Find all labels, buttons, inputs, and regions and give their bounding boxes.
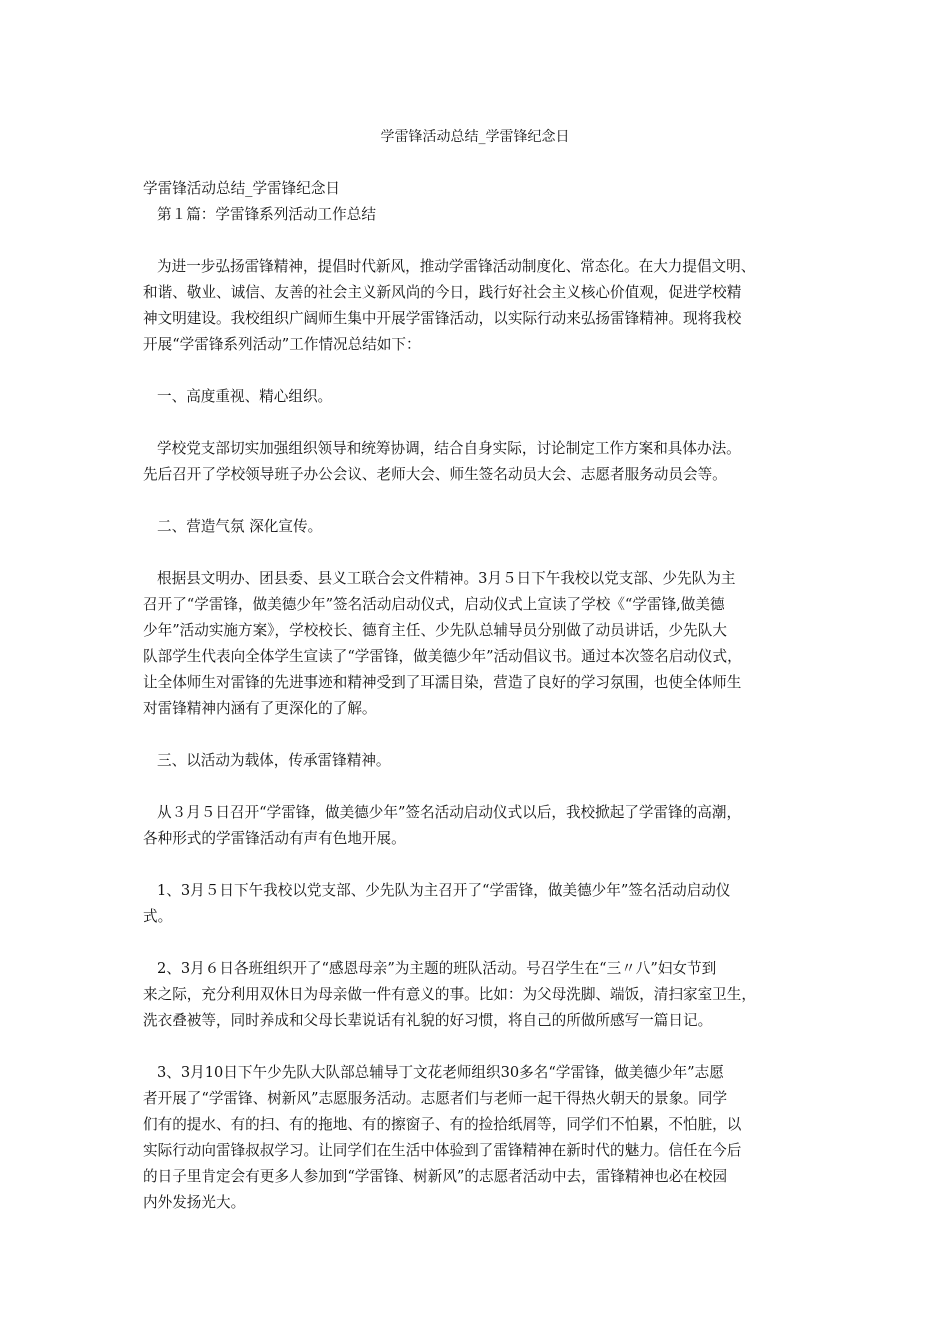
chapter-heading [143, 202, 811, 228]
section-heading-1: 一、高度重视、精心组织。 [157, 388, 333, 405]
text-line: 少年”活动实施方案》，学校校长、德育主任、少先队总辅导员分别做了动员讲话，少先队大 [143, 622, 727, 639]
document-subtitle [143, 176, 811, 202]
text-line: 先后召开了学校领导班子办公会议、老师大会、师生签名动员大会、志愿者服务动员会等。 [143, 466, 727, 483]
text-line: 洗衣叠被等，同时养成和父母长辈说话有礼貌的好习惯，将自己的所做所感写一篇日记。 [143, 1012, 713, 1029]
text-line: 们有的提水、有的扫、有的拖地、有的擦窗子、有的捡拾纸屑等，同学们不怕累，不怕脏，以 [143, 1116, 742, 1133]
document-title: 学雷锋活动总结_学雷锋纪念日 [380, 129, 570, 145]
text-line: 对雷锋精神内涵有了更深化的了解。 [143, 700, 377, 717]
text-line: 队部学生代表向全体学生宣读了“学雷锋，做美德少年”活动倡议书。通过本次签名启动仪式， [143, 648, 742, 665]
text-line: 让全体师生对雷锋的先进事迹和精神受到了耳濡目染，营造了良好的学习氛围，也使全体师生 [143, 674, 742, 691]
text-line: 从３月５日召开“学雷锋，做美德少年”签名活动启动仪式以后，我校掀起了学雷锋的高潮， [157, 804, 742, 821]
text-line: 开展“学雷锋系列活动”工作情况总结如下： [143, 336, 421, 353]
section-heading-3: 三、以活动为载体，传承雷锋精神。 [157, 752, 391, 769]
document-body [143, 176, 811, 1242]
section-1-paragraph [143, 436, 811, 488]
text-line: 召开了“学雷锋，做美德少年”签名活动启动仪式，启动仪式上宣读了学校《“学雷锋,做美德 [143, 596, 725, 613]
text-line: 2、3月６日各班组织开了“感恩母亲”为主题的班队活动。号召学生在“三〃八”妇女节到 [157, 960, 717, 977]
text-line: 各种形式的学雷锋活动有声有色地开展。 [143, 830, 406, 847]
text-line: 神文明建设。我校组织广阔师生集中开展学雷锋活动，以实际行动来弘扬雷锋精神。现将我校 [143, 310, 742, 327]
list-item-3 [143, 1060, 811, 1216]
list-item-1 [143, 878, 811, 930]
text-line: 实际行动向雷锋叔叔学习。让同学们在生活中体验到了雷锋精神在新时代的魅力。信任在今后 [143, 1142, 742, 1159]
list-item-2 [143, 956, 811, 1034]
intro-paragraph [143, 254, 811, 358]
section-2-paragraph [143, 566, 811, 722]
section-heading-2: 二、营造气氛 深化宣传。 [157, 518, 323, 535]
text-line: 的日子里肯定会有更多人参加到“学雷锋、树新风”的志愿者活动中去，雷锋精神也必在校园 [143, 1168, 728, 1185]
text-line: 根据县文明办、团县委、县义工联合会文件精神。3月５日下午我校以党支部、少先队为主 [157, 570, 736, 587]
chapter-line: 第１篇：学雷锋系列活动工作总结 [157, 206, 376, 223]
subtitle-line: 学雷锋活动总结_学雷锋纪念日 [143, 180, 341, 197]
text-line: 1、3月５日下午我校以党支部、少先队为主召开了“学雷锋，做美德少年”签名活动启动仪 [157, 882, 731, 899]
text-line: 式。 [143, 908, 173, 925]
text-line: 和谐、敬业、诚信、友善的社会主义新风尚的今日，践行好社会主义核心价值观，促进学校精 [143, 284, 742, 301]
text-line: 来之际，充分利用双休日为母亲做一件有意义的事。比如：为父母洗脚、端饭，清扫家室卫生， [143, 986, 756, 1003]
text-line: 3、3月10日下午少先队大队部总辅导丁文花老师组织30多名“学雷锋，做美德少年”志愿 [157, 1064, 724, 1081]
text-line: 为进一步弘扬雷锋精神，提倡时代新风，推动学雷锋活动制度化、常态化。在大力提倡文明、 [157, 258, 756, 275]
section-3-paragraph [143, 800, 811, 852]
text-line: 者开展了“学雷锋、树新风”志愿服务活动。志愿者们与老师一起干得热火朝天的景象。同学 [143, 1090, 728, 1107]
text-line: 学校党支部切实加强组织领导和统筹协调，结合自身实际，讨论制定工作方案和具体办法。 [157, 440, 741, 457]
text-line: 内外发扬光大。 [143, 1194, 246, 1211]
